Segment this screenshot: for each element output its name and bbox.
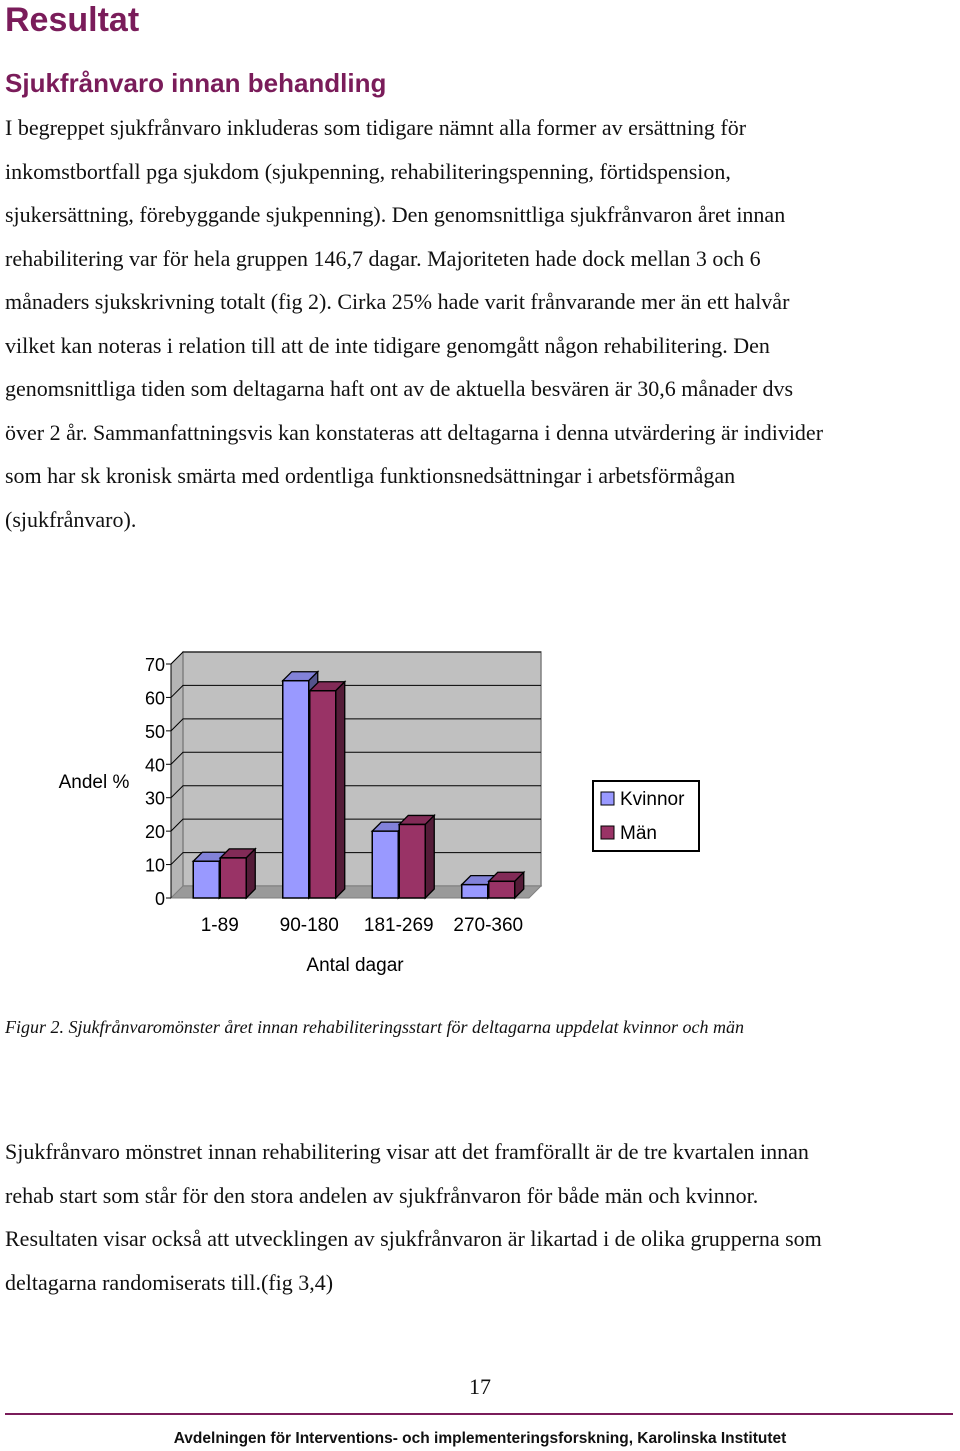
paragraph-line: (sjukfrånvaro). <box>5 506 137 532</box>
bar-kvinnor <box>283 681 309 898</box>
page-heading: Resultat <box>5 1 140 39</box>
bar-side-män <box>336 682 345 898</box>
paragraph-line: rehabilitering var för hela gruppen 146,7 dagar. Majoriteten hade dock mellan 3 och 6 <box>5 245 761 271</box>
footer-divider <box>5 1413 953 1415</box>
y-tick-label: 70 <box>144 655 165 675</box>
bar-kvinnor <box>372 831 398 898</box>
bar-side-män <box>246 849 255 898</box>
paragraph-line: genomsnittliga tiden som deltagarna haft ont av de aktuella besvären är 30,6 månader dvs <box>5 376 794 401</box>
paragraph-intro <box>5 113 960 548</box>
y-tick-label: 0 <box>154 889 165 909</box>
paragraph-line: I begreppet sjukfrånvaro inkluderas som tidigare nämnt alla former av ersättning för <box>5 115 747 140</box>
paragraph-line: Sjukfrånvaro mönstret innan rehabilitering visar att det framförallt är de tre kvartalen innan <box>5 1139 809 1164</box>
paragraph-line: rehab start som står för den stora andelen av sjukfrånvaron för både män och kvinnor. <box>5 1182 759 1208</box>
paragraph-line: sjukersättning, förebyggande sjukpenning). Den genomsnittliga sjukfrånvaron året innan <box>5 202 786 227</box>
chart-side-wall <box>171 652 183 898</box>
x-tick-label: 181-269 <box>363 915 434 936</box>
bar-kvinnor <box>462 885 488 898</box>
x-tick-label: 270-360 <box>453 915 524 936</box>
paragraph-line: Resultaten visar också att utvecklingen av sjukfrånvaron är likartad i de olika grupperna som <box>5 1226 822 1251</box>
legend-swatch-kvinnor <box>601 792 614 805</box>
bar-män <box>310 691 336 898</box>
y-tick-label: 20 <box>144 822 165 843</box>
paragraph-line: över 2 år. Sammanfattningsvis kan konstateras att deltagarna i denna utvärdering är individer <box>5 419 824 445</box>
y-tick-label: 30 <box>144 788 165 809</box>
x-axis-title: Antal dagar <box>306 955 404 976</box>
paragraph-summary <box>5 1137 960 1311</box>
bar-män <box>489 881 515 898</box>
legend-swatch-män <box>601 826 614 839</box>
y-tick-label: 60 <box>144 688 165 709</box>
figure-caption: Figur 2. Sjukfrånvaromönster året innan rehabiliteringsstart för deltagarna uppdelat kvinnor och män <box>5 1017 744 1037</box>
paragraph-line: inkomstbortfall pga sjukdom (sjukpenning, rehabiliteringspenning, förtidspension, <box>5 158 731 184</box>
section-heading: Sjukfrånvaro innan behandling <box>5 68 387 98</box>
bar-chart-svg <box>0 640 960 985</box>
y-tick-label: 40 <box>144 755 165 776</box>
x-tick-label: 1-89 <box>200 915 239 936</box>
page-footer: Avdelningen för Interventions- och implementeringsforskning, Karolinska Institutet <box>173 1430 787 1447</box>
y-tick-label: 50 <box>144 721 165 742</box>
bar-kvinnor <box>193 861 219 898</box>
bar-män <box>399 824 425 898</box>
paragraph-line: som har sk kronisk smärta med ordentliga funktionsnedsättningar i arbetsförmågan <box>5 463 736 488</box>
bar-side-män <box>425 815 434 898</box>
paragraph-line: vilket kan noteras i relation till att de inte tidigare genomgått någon rehabilitering. Den <box>5 332 770 358</box>
x-tick-label: 90-180 <box>279 915 339 936</box>
bar-män <box>220 858 246 898</box>
page-number: 17 <box>469 1374 491 1399</box>
bar-chart <box>0 640 960 985</box>
paragraph-line: deltagarna randomiserats till.(fig 3,4) <box>5 1269 334 1295</box>
paragraph-line: månaders sjukskrivning totalt (fig 2). Cirka 25% hade varit frånvarande mer än ett halvår <box>5 289 790 314</box>
y-axis-title: Andel % <box>58 772 130 793</box>
legend-label-kvinnor: Kvinnor <box>620 789 685 810</box>
legend-label-män: Män <box>620 823 657 844</box>
y-tick-label: 10 <box>144 855 165 876</box>
